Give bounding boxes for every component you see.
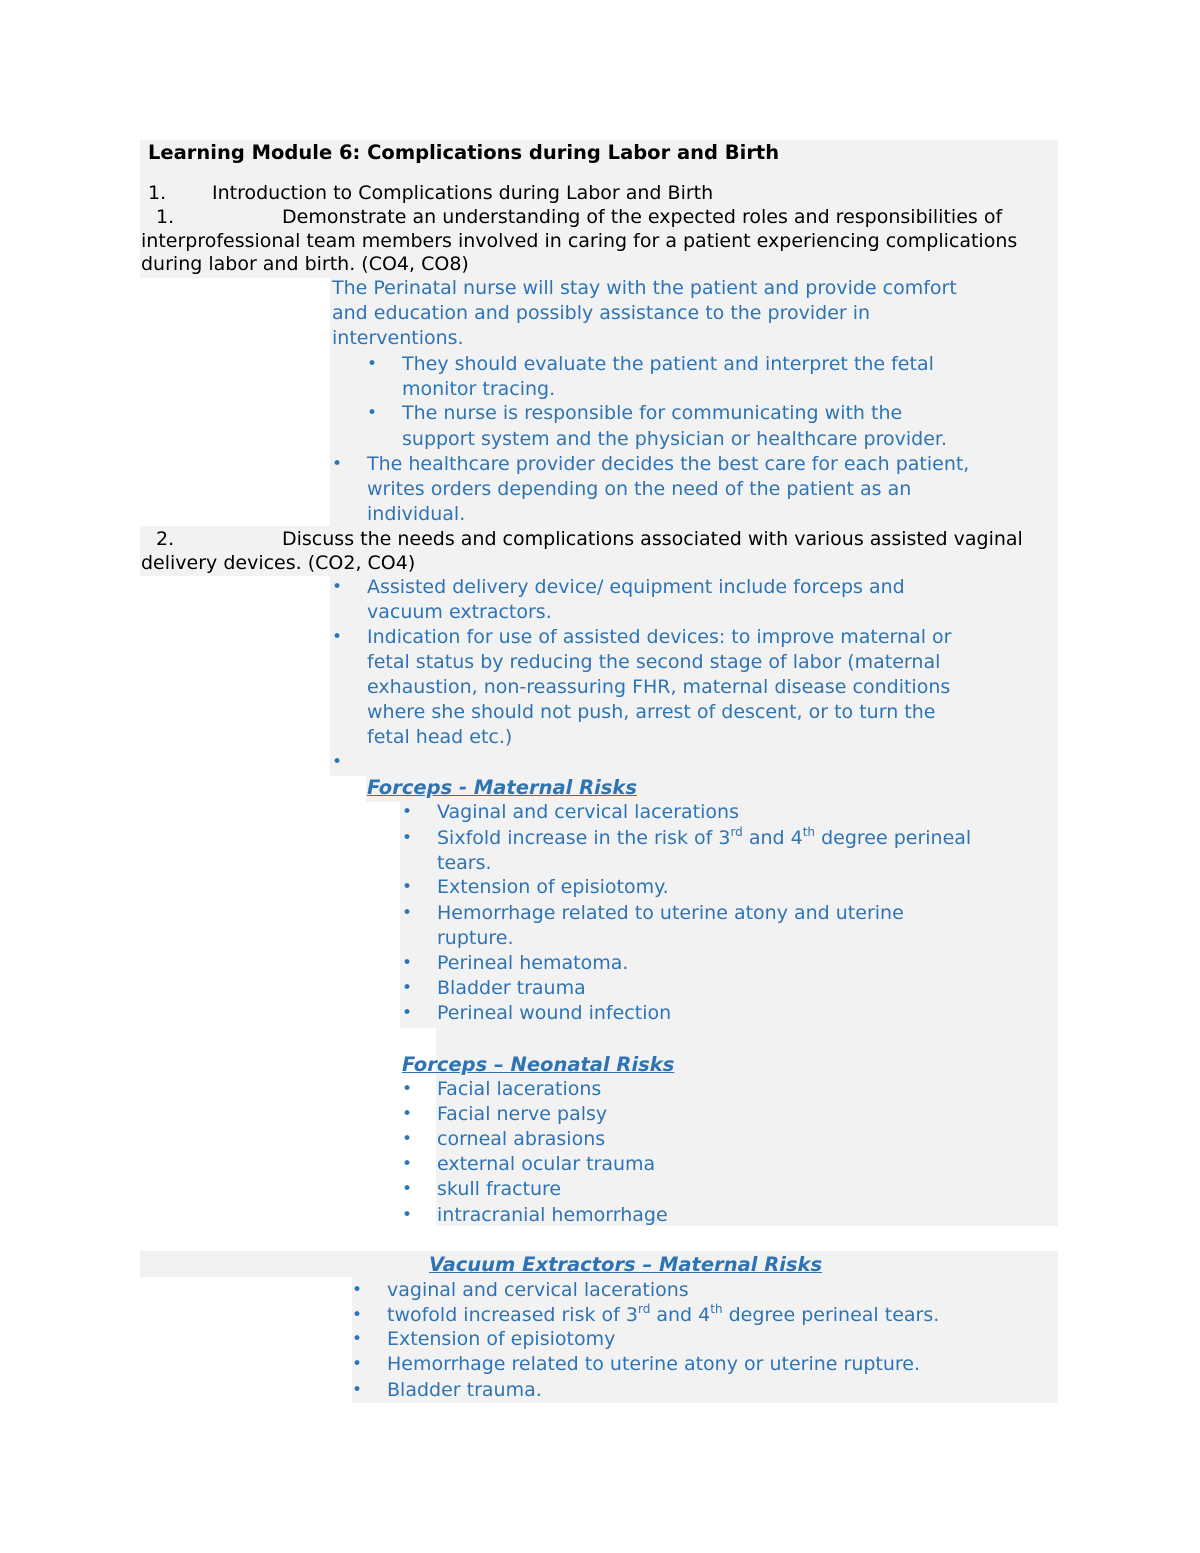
answer-text: and education and possibly assistance to the provider in <box>332 302 871 324</box>
bullet-icon: • <box>402 953 413 973</box>
list-item: monitor tracing. <box>402 378 556 400</box>
bullet-icon: • <box>402 828 413 848</box>
objective-text: interprofessional team members involved in caring for a patient experiencing complications <box>141 230 1018 252</box>
list-item: Sixfold increase in the risk of 3rd and 4th degree perineal <box>437 824 972 849</box>
section-subheading: Forceps - Maternal Risks <box>367 776 637 799</box>
bullet-icon: • <box>367 403 378 423</box>
bullet-icon: • <box>352 1305 363 1325</box>
bullet-icon: • <box>402 1179 413 1199</box>
bullet-icon: • <box>402 877 413 897</box>
bullet-icon: • <box>332 627 343 647</box>
bullet-icon: • <box>402 903 413 923</box>
document-title: Learning Module 6: Complications during Labor and Birth <box>148 141 780 164</box>
list-item: twofold increased risk of 3rd and 4th degree perineal tears. <box>387 1301 940 1326</box>
list-item: Assisted delivery device/ equipment include forceps and <box>367 576 905 598</box>
list-item: Facial lacerations <box>437 1078 602 1100</box>
list-item: exhaustion, non-reassuring FHR, maternal disease conditions <box>367 676 951 698</box>
bullet-icon: • <box>402 1003 413 1023</box>
list-item: Extension of episiotomy. <box>437 876 669 898</box>
list-item: external ocular trauma <box>437 1153 656 1175</box>
list-item: writes orders depending on the need of the patient as an <box>367 478 912 500</box>
objective-text: during labor and birth. (CO4, CO8) <box>141 253 469 275</box>
list-item: Extension of episiotomy <box>387 1328 616 1350</box>
section-subheading: Vacuum Extractors – Maternal Risks <box>429 1253 823 1276</box>
bullet-icon: • <box>352 1329 363 1349</box>
list-item: fetal status by reducing the second stage of labor (maternal <box>367 651 941 673</box>
bullet-icon: • <box>352 1354 363 1374</box>
objective-number: 2. <box>156 528 175 550</box>
list-item: where she should not push, arrest of descent, or to turn the <box>367 701 936 723</box>
list-item: intracranial hemorrhage <box>437 1204 668 1226</box>
list-item: vaginal and cervical lacerations <box>387 1279 689 1301</box>
list-item: The healthcare provider decides the best care for each patient, <box>367 453 970 475</box>
answer-text: The Perinatal nurse will stay with the patient and provide comfort <box>332 277 957 299</box>
list-item: support system and the physician or healthcare provider. <box>402 428 947 450</box>
section-subheading: Forceps – Neonatal Risks <box>402 1053 675 1076</box>
answer-text: interventions. <box>332 327 464 349</box>
list-item: They should evaluate the patient and interpret the fetal <box>402 353 934 375</box>
list-item: Perineal wound infection <box>437 1002 672 1024</box>
bullet-icon: • <box>332 752 343 772</box>
list-item: Perineal hematoma. <box>437 952 629 974</box>
list-item: fetal head etc.) <box>367 726 513 748</box>
bullet-icon: • <box>402 1129 413 1149</box>
bullet-icon: • <box>402 1079 413 1099</box>
section-number: 1. <box>148 182 167 204</box>
bullet-icon: • <box>332 454 343 474</box>
objective-number: 1. <box>156 206 175 228</box>
list-item: Facial nerve palsy <box>437 1103 608 1125</box>
list-item: Indication for use of assisted devices: to improve maternal or <box>367 626 952 648</box>
objective-text: Demonstrate an understanding of the expected roles and responsibilities of <box>282 206 1003 228</box>
objective-text: delivery devices. (CO2, CO4) <box>141 552 416 574</box>
list-item: vacuum extractors. <box>367 601 552 623</box>
list-item: Bladder trauma <box>437 977 586 999</box>
list-item: The nurse is responsible for communicating with the <box>402 402 903 424</box>
bullet-icon: • <box>352 1280 363 1300</box>
bullet-icon: • <box>402 1154 413 1174</box>
section-heading: Introduction to Complications during Labor and Birth <box>212 182 714 204</box>
list-item: rupture. <box>437 927 514 949</box>
bullet-icon: • <box>352 1380 363 1400</box>
list-item: skull fracture <box>437 1178 562 1200</box>
list-item: individual. <box>367 503 466 525</box>
bullet-icon: • <box>402 1205 413 1225</box>
list-item: Bladder trauma. <box>387 1379 542 1401</box>
list-item: tears. <box>437 852 492 874</box>
bullet-icon: • <box>402 802 413 822</box>
bullet-icon: • <box>402 1104 413 1124</box>
bullet-icon: • <box>402 978 413 998</box>
list-item: corneal abrasions <box>437 1128 606 1150</box>
list-item: Hemorrhage related to uterine atony and uterine <box>437 902 904 924</box>
bullet-icon: • <box>332 577 343 597</box>
list-item: Hemorrhage related to uterine atony or uterine rupture. <box>387 1353 921 1375</box>
objective-text: Discuss the needs and complications associated with various assisted vaginal <box>282 528 1023 550</box>
bullet-icon: • <box>367 354 378 374</box>
list-item: Vaginal and cervical lacerations <box>437 801 739 823</box>
